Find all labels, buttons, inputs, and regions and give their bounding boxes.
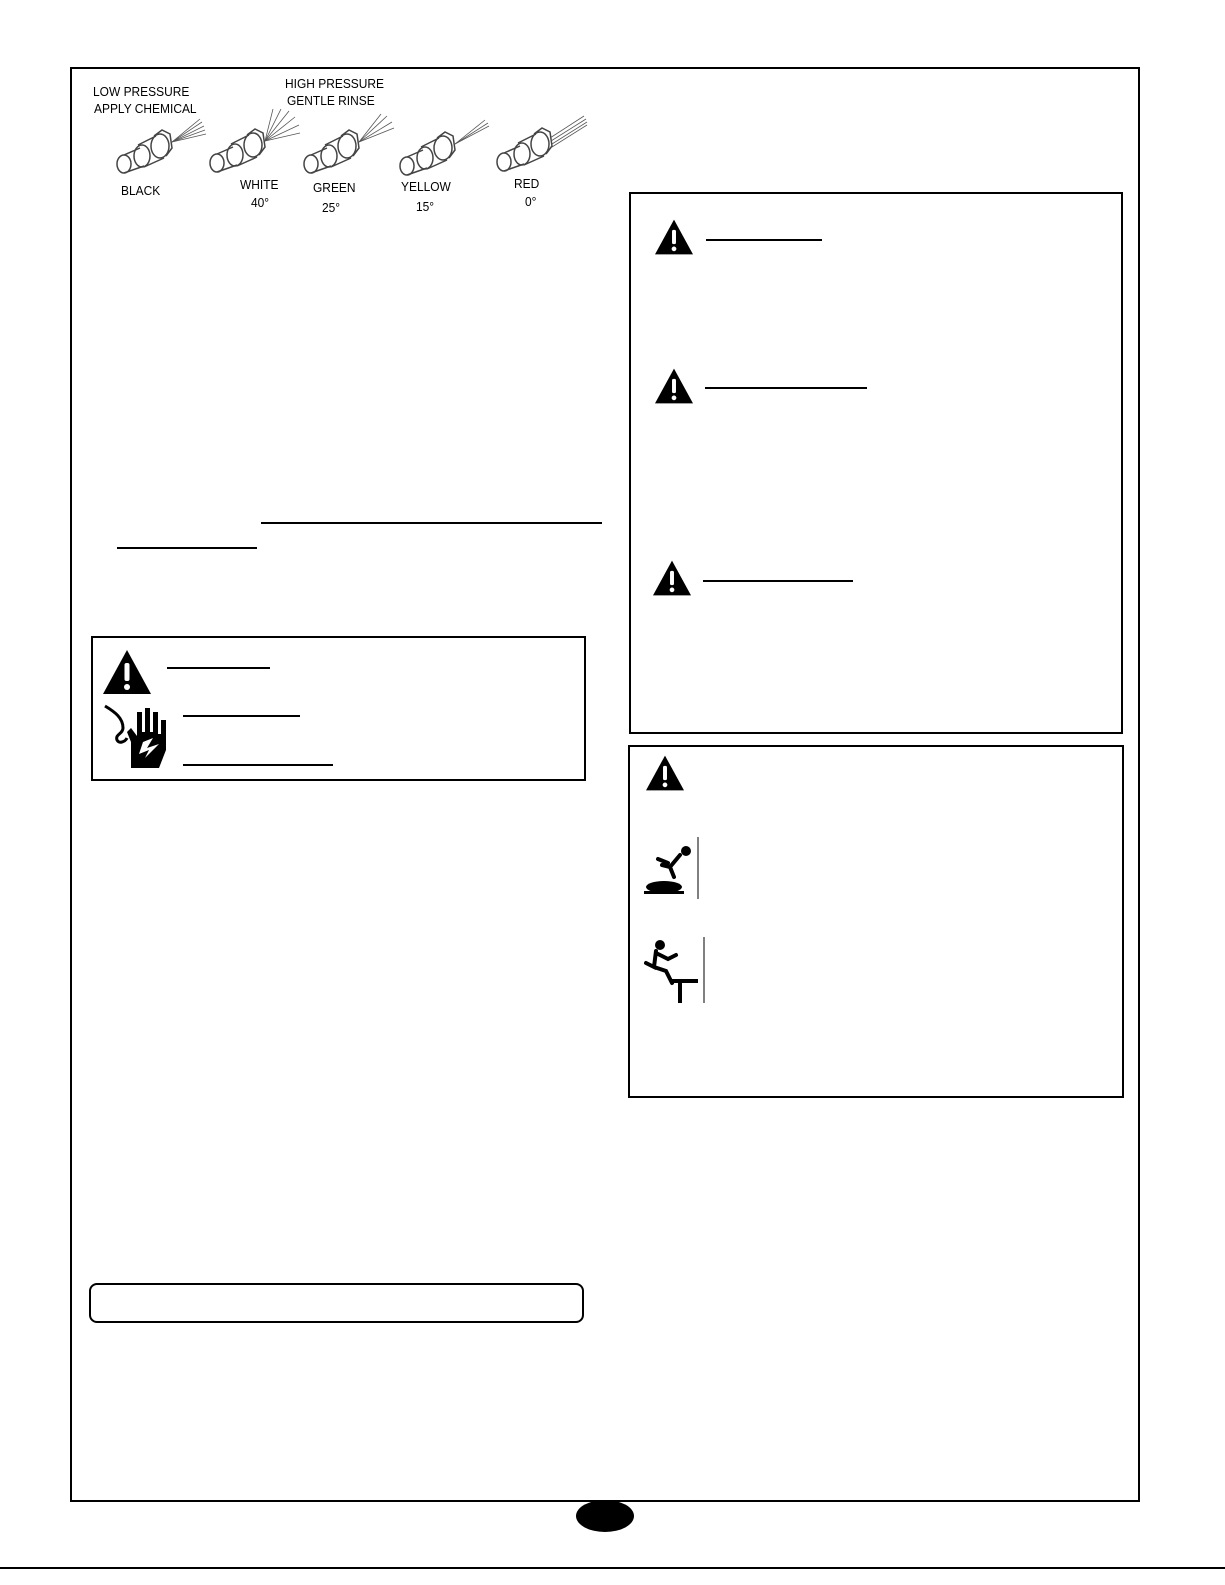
- footer-rule: [0, 1567, 1225, 1569]
- underline-rule: [706, 239, 822, 241]
- gentle-rinse-label: GENTLE RINSE: [287, 93, 375, 108]
- nozzle-color-label: GREEN: [313, 180, 356, 195]
- electric-shock-hand-icon: [101, 702, 171, 772]
- apply-chemical-label: APPLY CHEMICAL: [94, 101, 197, 116]
- underline-rule: [705, 387, 867, 389]
- high-pressure-label: HIGH PRESSURE: [285, 76, 385, 91]
- warning-triangle-icon: [644, 754, 686, 792]
- warning-triangle-icon: [653, 367, 695, 405]
- low-pressure-label: LOW PRESSURE: [93, 84, 190, 99]
- warning-triangle-icon: [101, 648, 153, 696]
- nozzle-color-label: YELLOW: [401, 179, 451, 194]
- underline-rule: [261, 522, 602, 524]
- slip-hazard-icon: [640, 837, 702, 899]
- warning-triangle-icon: [653, 218, 695, 256]
- warning-triangle-icon: [651, 559, 693, 597]
- nozzle-angle-label: 15°: [416, 199, 435, 214]
- underline-rule: [703, 580, 853, 582]
- page-number-badge: [576, 1500, 634, 1532]
- warning-box-upper: [629, 192, 1123, 734]
- spray-nozzle-icon: [203, 105, 303, 180]
- nozzle-color-label: RED: [514, 176, 540, 191]
- trip-hazard-icon: [642, 937, 706, 1003]
- warning-box-lower: [628, 745, 1124, 1098]
- nozzle-color-label: BLACK: [121, 183, 161, 198]
- nozzle-chart: [85, 70, 605, 220]
- spray-nozzle-icon: [490, 108, 590, 183]
- spray-nozzle-icon: [297, 108, 397, 183]
- nozzle-angle-label: 25°: [322, 200, 341, 215]
- nozzle-color-label: WHITE: [240, 177, 279, 192]
- underline-rule: [117, 547, 257, 549]
- nozzle-angle-label: 40°: [251, 195, 270, 210]
- spray-nozzle-icon: [393, 110, 493, 185]
- nozzle-angle-label: 0°: [525, 194, 537, 209]
- underline-rule: [167, 667, 270, 669]
- spray-nozzle-icon: [110, 110, 210, 180]
- underline-rule: [183, 715, 300, 717]
- notice-box: [89, 1283, 584, 1323]
- electrical-warning-box: [91, 636, 586, 781]
- underline-rule: [183, 764, 333, 766]
